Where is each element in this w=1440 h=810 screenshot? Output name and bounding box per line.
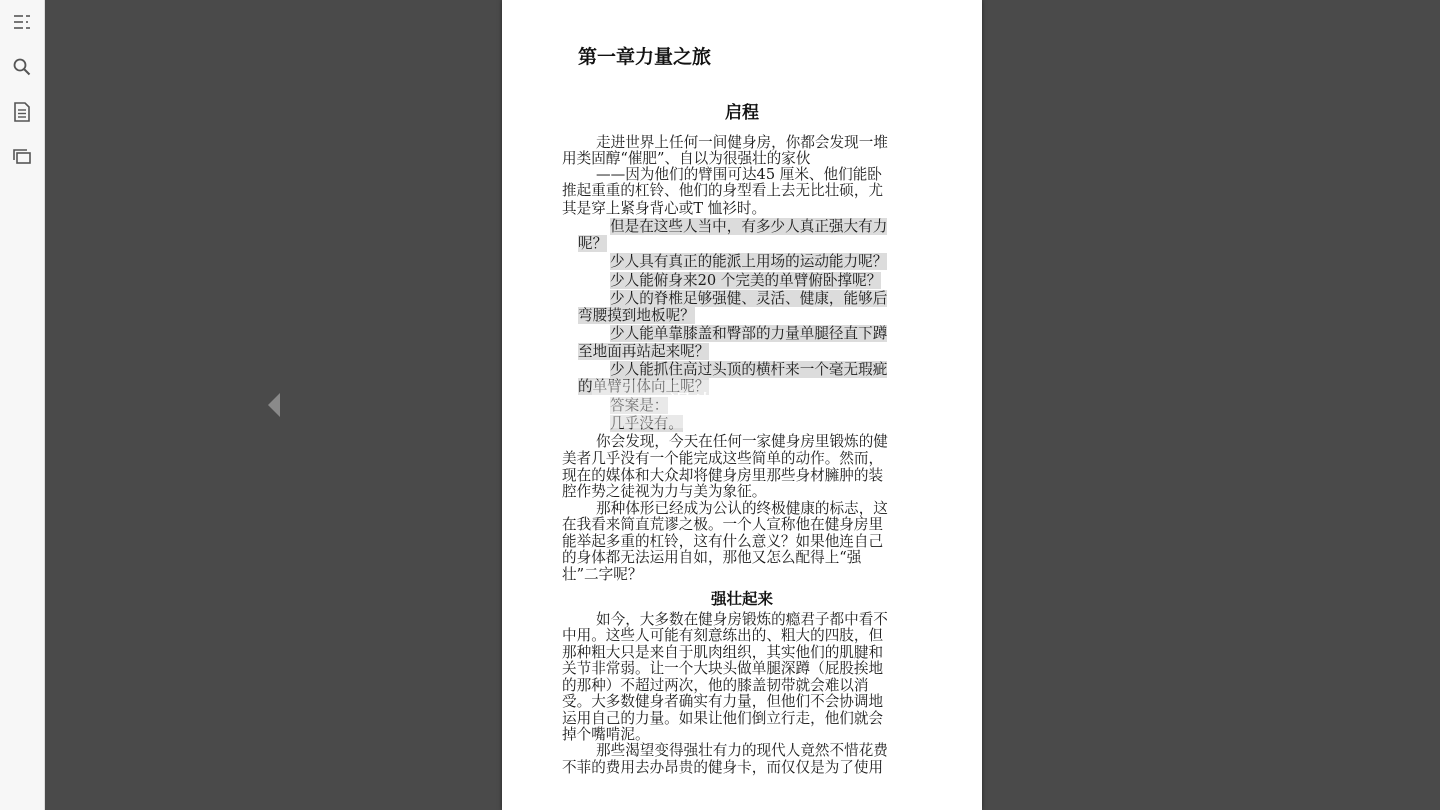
table-of-contents-button[interactable] — [8, 8, 36, 36]
window-button[interactable] — [8, 143, 36, 171]
exit-fullscreen-button[interactable]: 退出全屏 — [592, 380, 844, 428]
text-line: 壮”二字呢？ — [562, 566, 643, 583]
text-line: 少人能俯身来20 个完美的单臂俯卧撑呢？ — [610, 272, 882, 289]
text-line: 腔作势之徒视为力与美为象征。 — [562, 483, 767, 500]
text-line: 少人能抓住高过头顶的横杆来一个毫无瑕疵 — [610, 361, 888, 378]
text-line: 那种体形已经成为公认的终极健康的标志，这 — [596, 500, 888, 517]
text-line: 用类固醇“催肥”、自以为很强壮的家伙 — [562, 150, 811, 167]
document-button[interactable] — [8, 98, 36, 126]
text-line: 美者几乎没有一个能完成这些简单的动作。然而， — [562, 450, 884, 467]
text-line: 少人具有真正的能派上用场的运动能力呢？ — [610, 253, 888, 270]
search-icon — [12, 57, 32, 77]
section-heading-stronger: 强壮起来 — [710, 589, 773, 608]
table-of-contents-icon — [12, 13, 32, 31]
text-line: 少人能单靠膝盖和臀部的力量单腿径直下蹲 — [610, 325, 888, 342]
text-line: 那种粗大只是来自于肌肉组织，其实他们的肌腱和 — [562, 644, 884, 661]
text-line: 推起重重的杠铃、他们的身型看上去无比壮硕，尤 — [562, 182, 884, 199]
text-line: 的身体都无法运用自如，那他又怎么配得上“强 — [562, 549, 862, 566]
window-icon — [12, 148, 32, 166]
text-line: ——因为他们的臂围可达45 厘米、他们能卧 — [596, 166, 882, 183]
text-line: 但是在这些人当中，有多少人真正强大有力 — [610, 218, 888, 235]
text-line: 的单臂引体向上呢？ — [578, 378, 710, 395]
text-line: 至地面再站起来呢？ — [578, 343, 710, 360]
text-line: 能举起多重的杠铃，这有什么意义？如果他连自己 — [562, 533, 884, 550]
text-line: 中用。这些人可能有刻意练出的、粗大的四肢，但 — [562, 627, 884, 644]
document-icon — [13, 102, 31, 122]
text-line: 在我看来简直荒谬之极。一个人宣称他在健身房里 — [562, 516, 884, 533]
text-line: 你会发现，今天在任何一家健身房里锻炼的健 — [596, 433, 888, 450]
text-line: 呢？ — [578, 235, 608, 252]
text-line: 关节非常弱。让一个大块头做单腿深蹲（屁股挨地 — [562, 660, 884, 677]
text-line: 走进世界上任何一间健身房，你都会发现一堆 — [596, 134, 888, 151]
chapter-title: 第一章力量之旅 — [578, 46, 712, 68]
text-line: 其是穿上紧身背心或T 恤衫时。 — [562, 200, 767, 217]
previous-page-button[interactable] — [266, 392, 282, 418]
text-line: 几乎没有。 — [610, 415, 683, 432]
text-line: 不菲的费用去办昂贵的健身卡，而仅仅是为了使用 — [562, 759, 884, 776]
text-line: 弯腰摸到地板呢？ — [578, 307, 695, 324]
text-line: 掉个嘴啃泥。 — [562, 726, 650, 743]
text-line: 现在的媒体和大众却将健身房里那些身材臃肿的装 — [562, 467, 884, 484]
search-button[interactable] — [8, 53, 36, 81]
triangle-left-icon — [266, 392, 282, 418]
text-line: 的那种）不超过两次，他的膝盖韧带就会难以消 — [562, 677, 869, 694]
text-line: 运用自己的力量。如果让他们倒立行走，他们就会 — [562, 710, 884, 727]
text-line: 受。大多数健身者确实有力量，但他们不会协调地 — [562, 693, 884, 710]
text-line: 那些渴望变得强壮有力的现代人竟然不惜花费 — [596, 742, 888, 759]
text-line: 如今，大多数在健身房锻炼的瘾君子都中看不 — [596, 611, 888, 628]
sidebar — [0, 0, 45, 810]
text-line: 少人的脊椎足够强健、灵活、健康，能够后 — [610, 290, 888, 307]
text-line: 答案是： — [610, 397, 669, 414]
section-heading-start: 启程 — [725, 103, 759, 123]
